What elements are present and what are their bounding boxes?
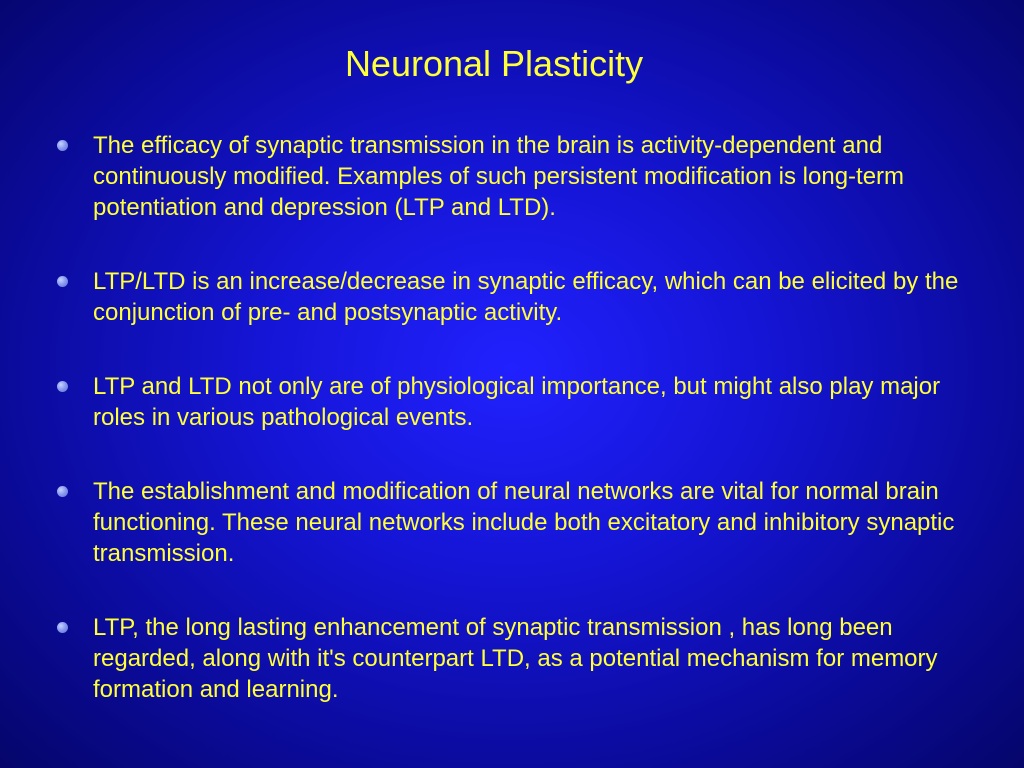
bullet-item <box>0 130 1024 223</box>
bullet-item <box>0 371 1024 433</box>
bullet-text: The efficacy of synaptic transmission in the brain is activity-dependent and continuously modified. Examples of such persistent modification is long-term potentiation and depression (LTP and LTD). <box>93 132 905 221</box>
bullet-dot-icon <box>57 140 68 151</box>
bullet-text: LTP and LTD not only are of physiological importance, but might also play major roles in various pathological events. <box>93 373 941 431</box>
bullet-text: LTP, the long lasting enhancement of synaptic transmission , has long been regarded, along with it's counterpart LTD, as a potential mechanism for memory formation and learning. <box>93 614 938 703</box>
bullet-list <box>0 130 1024 748</box>
bullet-item <box>0 612 1024 705</box>
bullet-dot-icon <box>57 622 68 633</box>
bullet-dot-icon <box>57 276 68 287</box>
bullet-dot-icon <box>57 486 68 497</box>
bullet-dot-icon <box>57 381 68 392</box>
bullet-item <box>0 476 1024 569</box>
slide-title: Neuronal Plasticity <box>344 43 644 84</box>
bullet-text: LTP/LTD is an increase/decrease in synaptic efficacy, which can be elicited by the conjunction of pre- and postsynaptic activity. <box>93 268 959 326</box>
bullet-item <box>0 266 1024 328</box>
bullet-text: The establishment and modification of neural networks are vital for normal brain functioning. These neural networks include both excitatory and inhibitory synaptic transmission. <box>93 478 955 567</box>
